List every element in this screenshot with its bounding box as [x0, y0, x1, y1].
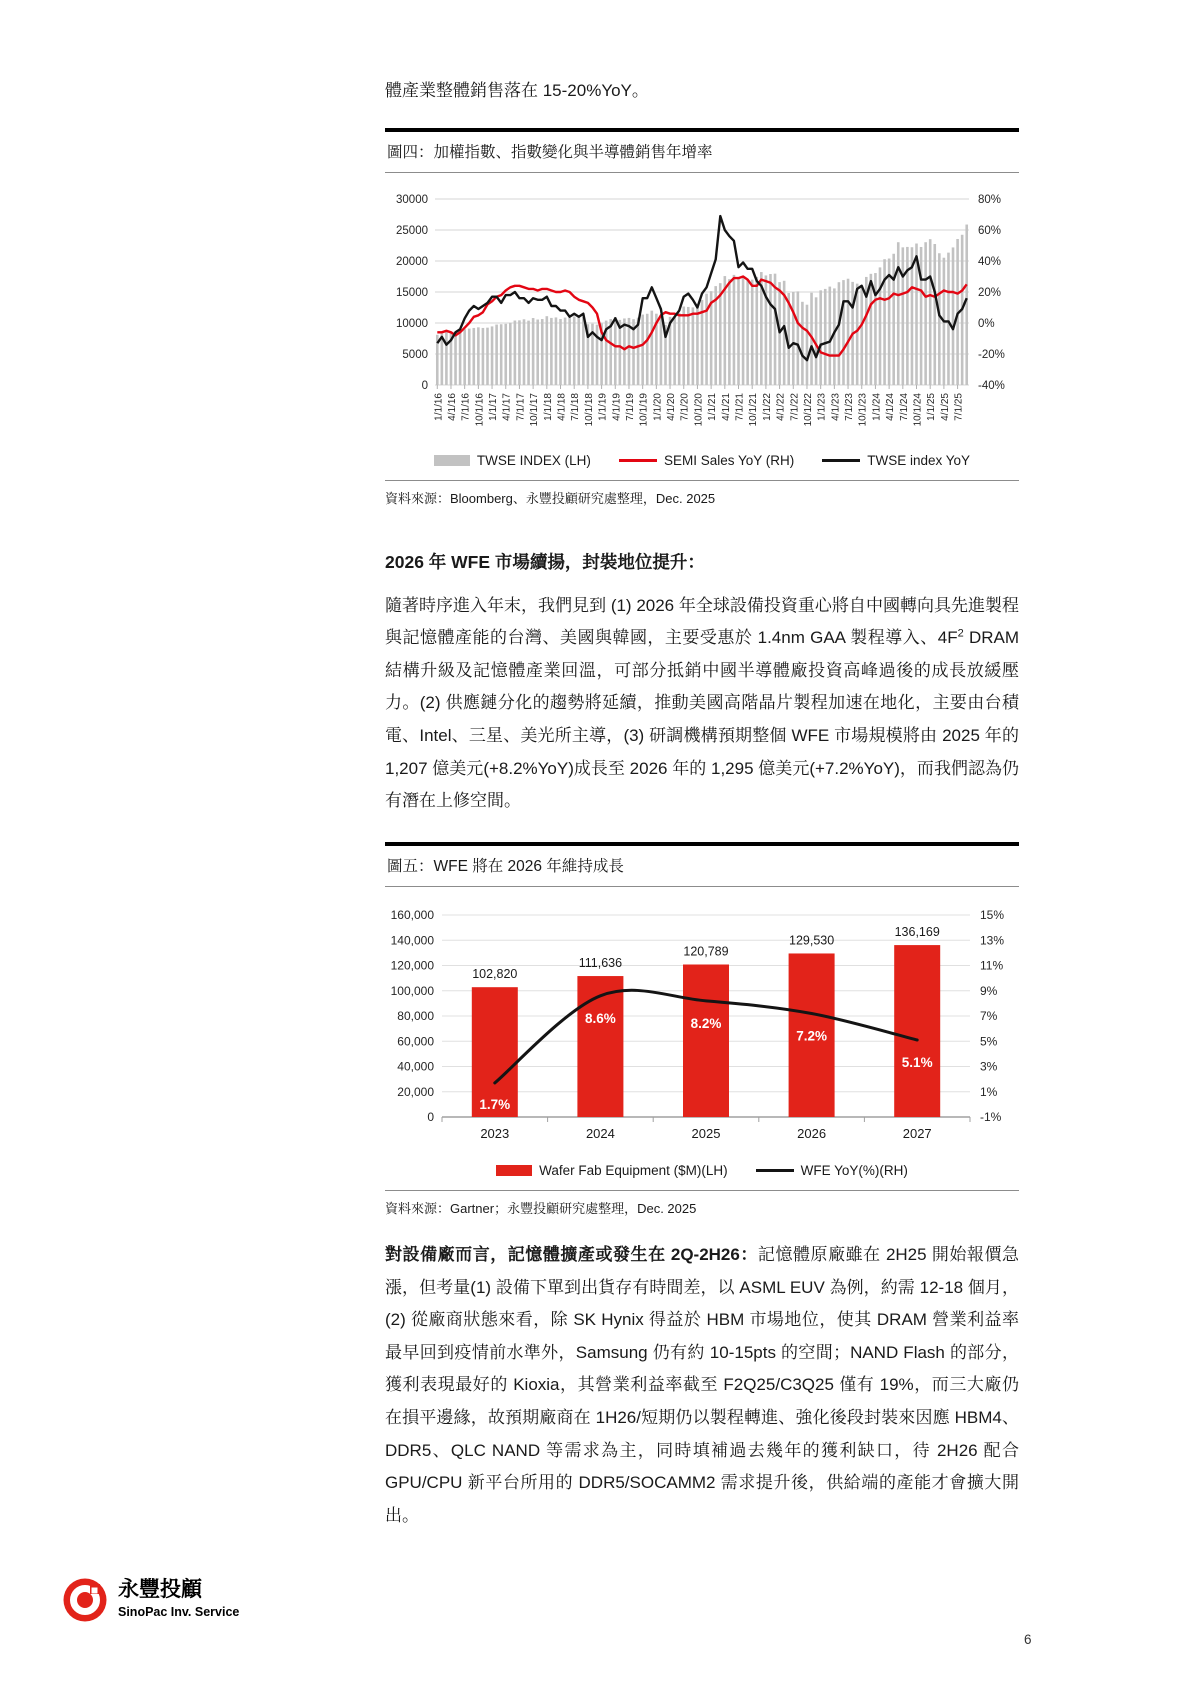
memory-bold-lead: 對設備廠而言，記憶體擴產或發生在 2Q-2H26：	[385, 1244, 758, 1264]
svg-text:7/1/19: 7/1/19	[624, 392, 636, 421]
svg-text:40%: 40%	[978, 255, 1002, 268]
svg-text:4/1/23: 4/1/23	[830, 392, 842, 421]
svg-text:11%: 11%	[980, 958, 1004, 973]
svg-text:7/1/23: 7/1/23	[844, 392, 856, 421]
svg-text:4/1/22: 4/1/22	[775, 392, 787, 421]
legend-item-twse-yoy	[822, 453, 970, 468]
content-column	[385, 0, 1019, 1533]
svg-text:10/1/23: 10/1/23	[857, 392, 869, 426]
svg-text:4/1/18: 4/1/18	[556, 392, 568, 421]
svg-text:1/1/17: 1/1/17	[488, 392, 500, 421]
semi-sales-line-swatch	[619, 459, 657, 462]
superscript-2: 2	[957, 627, 964, 640]
svg-text:1/1/25: 1/1/25	[926, 392, 938, 421]
svg-text:1%: 1%	[980, 1084, 998, 1099]
svg-text:10/1/22: 10/1/22	[802, 392, 814, 426]
svg-text:7/1/16: 7/1/16	[460, 392, 472, 421]
figure5-title: 圖五：WFE 將在 2026 年維持成長	[385, 842, 1019, 887]
brand-text	[118, 1577, 239, 1619]
svg-text:111,636: 111,636	[578, 955, 623, 970]
svg-text:1/1/22: 1/1/22	[761, 392, 773, 421]
svg-text:7/1/21: 7/1/21	[734, 392, 746, 421]
svg-text:9%: 9%	[980, 983, 998, 998]
memory-body: 記憶體原廠雖在 2H25 開始報價急漲，但考量(1) 設備下單到出貨存有時間差，以 ASML EUV 為例，約需 12-18 個月，(2) 從廠商狀態來看，除 SK Hynix 得益於 HBM 市場地位，使其 DRAM 營業利益率最早回到疫情前水準外，Samsung 仍有約 10-15pts 的空間；NAND Flash 的部分，獲利表現最好的 Kioxia，其營業利益率截至 F2Q25/C3Q25 僅有 19%，而三大廠仍在損平邊緣，故預期廠商在 1H26/短期仍以製程轉進、強化後段封裝來因應 HBM4、DDR5、QLC NAND 等需求為主，同時填補過去幾年的獲利缺口，待 2H26 配合 GPU/CPU 新平台所用的 DDR5/SOCAMM2 需求提升後，供給端的產能才會擴大開出。	[385, 1244, 1019, 1525]
svg-text:7/1/17: 7/1/17	[515, 392, 527, 421]
sinopac-logo-icon	[62, 1577, 108, 1623]
svg-text:3%: 3%	[980, 1059, 998, 1074]
figure5-source: 資料來源：Gartner；永豐投顧研究處整理，Dec. 2025	[385, 1190, 1019, 1223]
svg-text:136,169: 136,169	[894, 924, 940, 939]
svg-text:1/1/24: 1/1/24	[871, 392, 883, 421]
svg-text:10/1/24: 10/1/24	[912, 392, 924, 426]
svg-text:20%: 20%	[978, 286, 1002, 299]
svg-text:60,000: 60,000	[397, 1034, 434, 1049]
wfe-line-swatch	[756, 1169, 794, 1172]
svg-text:30000: 30000	[396, 193, 428, 206]
paragraph-outlook-part1: 隨著時序進入年末，我們見到 (1) 2026 年全球設備投資重心將自中國轉向具先進製程與記憶體產能的台灣、美國與韓國，主要受惠於 1.4nm GAA 製程導入、4F	[385, 595, 1019, 648]
legend-label-wfe-bar: Wafer Fab Equipment ($M)(LH)	[539, 1162, 728, 1178]
figure4-body	[385, 173, 1019, 480]
svg-text:7/1/18: 7/1/18	[570, 392, 582, 421]
svg-text:0: 0	[427, 1109, 434, 1124]
footer	[62, 1577, 239, 1623]
legend-label-wfe-line: WFE YoY(%)(RH)	[800, 1162, 908, 1178]
svg-text:15%: 15%	[980, 907, 1005, 922]
svg-text:1/1/16: 1/1/16	[433, 392, 445, 421]
paragraph-memory	[385, 1239, 1019, 1533]
svg-text:40,000: 40,000	[397, 1059, 434, 1074]
svg-text:-20%: -20%	[978, 348, 1005, 361]
svg-text:0: 0	[421, 379, 428, 392]
figure4-chart-canvas	[385, 187, 1019, 449]
svg-text:4/1/24: 4/1/24	[885, 392, 897, 421]
svg-text:4/1/19: 4/1/19	[611, 392, 623, 421]
svg-text:7/1/22: 7/1/22	[789, 392, 801, 421]
svg-text:10000: 10000	[396, 317, 428, 330]
svg-text:102,820: 102,820	[472, 967, 518, 982]
legend-item-wfe-line	[756, 1163, 908, 1178]
svg-text:-40%: -40%	[978, 379, 1005, 392]
section-heading: 2026 年 WFE 市場續揚，封裝地位提升：	[385, 551, 705, 572]
svg-text:2024: 2024	[585, 1125, 615, 1141]
svg-text:7/1/20: 7/1/20	[679, 392, 691, 421]
svg-text:1/1/18: 1/1/18	[542, 392, 554, 421]
legend-label-twse-yoy: TWSE index YoY	[867, 452, 971, 468]
figure5-legend	[385, 1159, 1019, 1190]
figure5-body	[385, 887, 1019, 1190]
svg-text:25000: 25000	[396, 224, 428, 237]
svg-text:4/1/17: 4/1/17	[501, 392, 513, 421]
svg-text:1/1/20: 1/1/20	[652, 392, 664, 421]
figure4-source: 資料來源：Bloomberg、永豐投顧研究處整理，Dec. 2025	[385, 480, 1019, 513]
svg-text:2026: 2026	[797, 1125, 827, 1141]
svg-text:129,530: 129,530	[789, 933, 835, 948]
svg-text:10/1/19: 10/1/19	[638, 392, 650, 426]
paragraph-outlook	[385, 590, 1019, 818]
intro-text: 體產業整體銷售落在 15-20%YoY。	[385, 81, 649, 100]
svg-text:7.2%: 7.2%	[796, 1028, 827, 1044]
paragraph-outlook-part2: DRAM 結構升級及記憶體產業回溫，可部分抵銷中國半導體廠投資高峰過後的成長放緩壓力。(2) 供應鏈分化的趨勢將延續，推動美國高階晶片製程加速在地化，主要由台積電、Intel、三星、美光所主導，(3) 研調機構預期整個 WFE 市場規模將由 2025 年的 1,207 億美元(+8.2%YoY)成長至 2026 年的 1,295 億美元(+7.2%YoY)，而我們認為仍有潛在上修空間。	[385, 628, 1020, 811]
svg-text:5000: 5000	[402, 348, 428, 361]
svg-text:8.6%: 8.6%	[585, 1010, 616, 1026]
svg-text:80,000: 80,000	[397, 1008, 434, 1023]
svg-text:5%: 5%	[980, 1034, 998, 1049]
legend-item-wfe-bar	[496, 1163, 728, 1178]
svg-text:13%: 13%	[980, 933, 1005, 948]
svg-text:4/1/21: 4/1/21	[720, 392, 732, 421]
wfe-bar-swatch	[496, 1165, 532, 1176]
svg-text:160,000: 160,000	[390, 907, 434, 922]
svg-text:4/1/20: 4/1/20	[666, 392, 678, 421]
brand-name-cn: 永豐投顧	[118, 1578, 202, 1601]
twse-index-bar-swatch	[434, 455, 470, 466]
legend-label-twse-index: TWSE INDEX (LH)	[476, 452, 591, 468]
svg-text:1/1/21: 1/1/21	[707, 392, 719, 421]
svg-text:10/1/18: 10/1/18	[583, 392, 595, 426]
svg-text:4/1/25: 4/1/25	[939, 392, 951, 421]
figure4-title: 圖四：加權指數、指數變化與半導體銷售年增率	[385, 128, 1019, 173]
svg-text:-1%: -1%	[980, 1109, 1002, 1124]
svg-text:10/1/17: 10/1/17	[529, 392, 541, 426]
twse-yoy-line-swatch	[822, 459, 860, 462]
svg-text:100,000: 100,000	[390, 983, 434, 998]
svg-text:2025: 2025	[691, 1125, 721, 1141]
figure5-chart-canvas	[385, 901, 1019, 1159]
svg-text:2027: 2027	[902, 1125, 932, 1141]
svg-text:2023: 2023	[480, 1125, 510, 1141]
svg-text:60%: 60%	[978, 224, 1002, 237]
page-number: 6	[1024, 1632, 1032, 1647]
svg-text:7/1/25: 7/1/25	[953, 392, 965, 421]
svg-text:20000: 20000	[396, 255, 428, 268]
legend-item-twse-index	[434, 453, 591, 468]
brand-name-en: SinoPac Inv. Service	[118, 1605, 240, 1620]
svg-text:120,789: 120,789	[683, 944, 729, 959]
svg-text:7/1/24: 7/1/24	[898, 392, 910, 421]
svg-text:4/1/16: 4/1/16	[446, 392, 458, 421]
legend-label-semi-sales: SEMI Sales YoY (RH)	[663, 452, 795, 468]
svg-text:10/1/16: 10/1/16	[474, 392, 486, 426]
svg-text:1.7%: 1.7%	[479, 1096, 511, 1112]
svg-text:140,000: 140,000	[390, 933, 434, 948]
svg-text:10/1/21: 10/1/21	[748, 392, 760, 426]
figure4-legend	[385, 449, 1019, 480]
svg-text:1/1/19: 1/1/19	[597, 392, 609, 421]
svg-text:10/1/20: 10/1/20	[693, 392, 705, 426]
svg-text:80%: 80%	[978, 193, 1002, 206]
legend-item-semi-sales	[619, 453, 794, 468]
svg-text:8.2%: 8.2%	[690, 1015, 722, 1031]
svg-text:1/1/23: 1/1/23	[816, 392, 828, 421]
svg-text:5.1%: 5.1%	[901, 1054, 933, 1070]
svg-text:20,000: 20,000	[397, 1084, 434, 1099]
svg-text:7%: 7%	[980, 1008, 998, 1023]
figure5-block	[385, 842, 1019, 1223]
svg-text:120,000: 120,000	[390, 958, 434, 973]
figure4-block	[385, 128, 1019, 513]
svg-text:0%: 0%	[978, 317, 995, 330]
svg-text:15000: 15000	[396, 286, 428, 299]
